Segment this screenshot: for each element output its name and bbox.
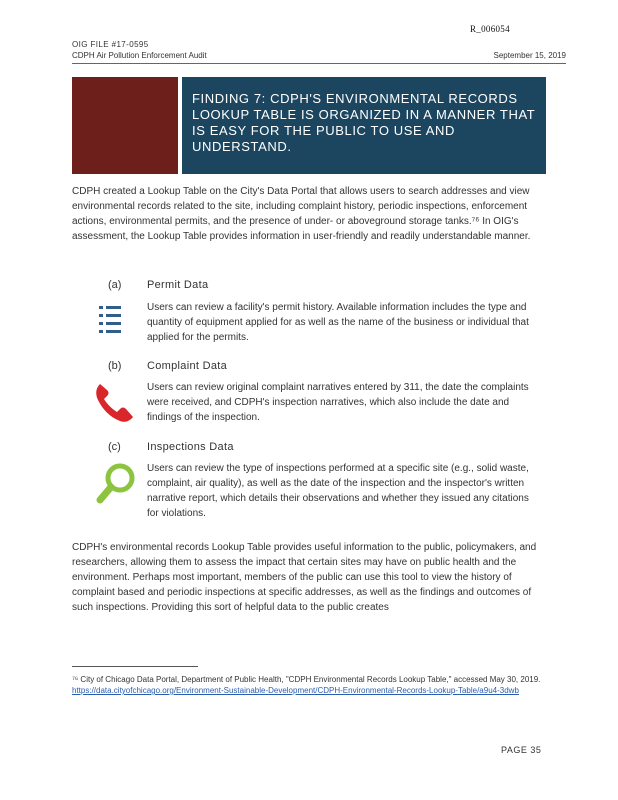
header-file-number: OIG FILE #17-0595	[72, 40, 149, 49]
closing-paragraph: CDPH's environmental records Lookup Table provides useful information to the public, policymakers, and researchers, allowing them to assess the impact that certain sites may have on public health and the environment. Perhaps most important, members of the public can use this tool to view the history of complaint based and periodic inspections at specific addresses, as well as the findings and outcomes of such inspections. Providing this sort of helpful data to the public creates	[72, 542, 537, 613]
section-c-letter: (c)	[108, 441, 121, 453]
finding-title: FINDING 7: CDPH'S ENVIRONMENTAL RECORDS LOOKUP TABLE IS ORGANIZED IN A MANNER THAT IS EASY FOR THE PUBLIC TO USE AND UNDERSTAND.	[192, 91, 536, 154]
footnote-text: ⁷⁶ City of Chicago Data Portal, Department of Public Health, "CDPH Environmental Records Lookup Table," accessed May 30, 2019.	[72, 675, 541, 684]
phone-icon	[92, 380, 136, 424]
section-a-body: Users can review a facility's permit history. Available information includes the type and quantity of equipment applied for as well as the name of the business or individual that applied for the permits.	[147, 302, 529, 343]
header-rule	[72, 63, 566, 64]
intro-paragraph: CDPH created a Lookup Table on the City's Data Portal that allows users to search addresses and view environmental records related to the site, including complaint history, periodic inspections, enforcement actions, environmental permits, and the presence of under- or aboveground storage tanks.⁷⁶ In OIG's assessment, the Lookup Table provides information in user-friendly and readily understandable manner.	[72, 186, 531, 242]
page-number: PAGE 35	[501, 745, 542, 755]
footnote-link[interactable]: https://data.cityofchicago.org/Environment-Sustainable-Development/CDPH-Environmental-Records-Lookup-Table/a9u4-3dwb	[72, 686, 519, 695]
section-b-letter: (b)	[108, 360, 122, 372]
magnifier-icon	[96, 461, 138, 505]
list-document-icon	[97, 304, 125, 340]
section-c-body: Users can review the type of inspections performed at a specific site (e.g., solid waste, complaint, air quality), as well as the date of the inspection and the inspector's written narrative report, which details their observations and whether they issued any citations for violations.	[147, 463, 529, 519]
footnote	[72, 674, 546, 696]
header-report-title: CDPH Air Pollution Enforcement Audit	[72, 51, 207, 60]
section-b-title: Complaint Data	[147, 360, 228, 372]
footnote-rule	[72, 666, 198, 667]
section-b-body: Users can review original complaint narratives entered by 311, the date the complaints were received, and CDPH's inspection narratives, which also include the date and findings of the inspection.	[147, 382, 529, 423]
section-a-letter: (a)	[108, 279, 122, 291]
banner-accent-block	[72, 77, 178, 174]
header-date: September 15, 2019	[493, 51, 566, 60]
bates-number: R_006054	[470, 24, 510, 34]
section-a-title: Permit Data	[147, 279, 209, 291]
finding-banner	[182, 77, 546, 174]
section-c-title: Inspections Data	[147, 441, 234, 453]
